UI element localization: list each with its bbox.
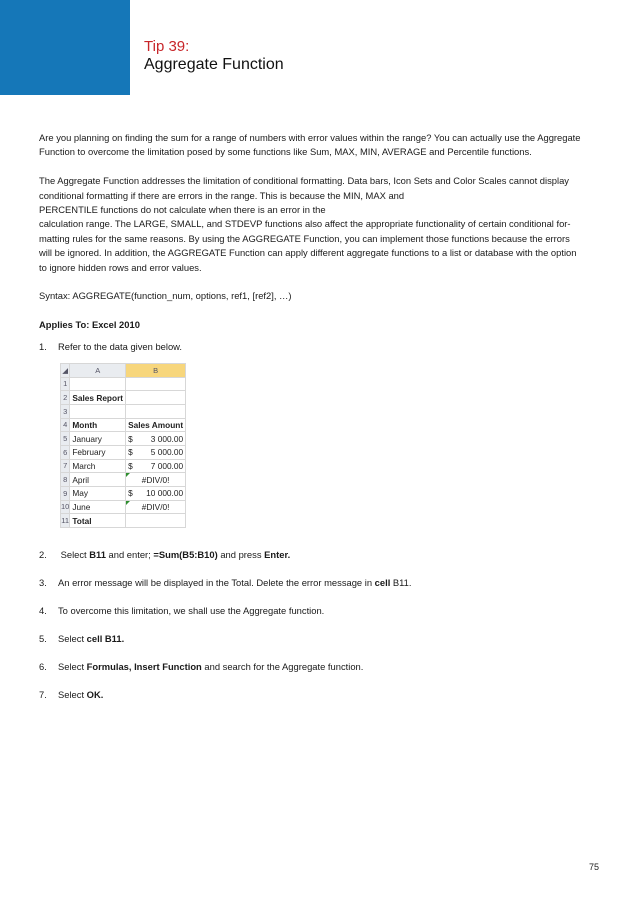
currency-symbol: $ [128, 433, 133, 444]
spreadsheet-row [61, 459, 186, 473]
row-header: 11 [61, 514, 70, 528]
currency-symbol: $ [128, 460, 133, 471]
spreadsheet-row [61, 486, 186, 500]
cell-a [70, 404, 126, 418]
spreadsheet-row [61, 445, 186, 459]
cell-b [126, 404, 186, 418]
step-item [39, 549, 290, 560]
page-number: 75 [588, 862, 599, 872]
cell-a: May [70, 486, 126, 500]
spreadsheet-row [61, 514, 186, 528]
cell-a [70, 377, 126, 391]
para-line: matting rules for the same reasons. By using the AGGREGATE Function, you can implement those functions because the errors [39, 232, 570, 244]
step-text: cell [374, 577, 391, 588]
step-text: Refer to the data given below. [58, 341, 183, 352]
row-header: 10 [61, 500, 70, 514]
step-number: 7. [39, 689, 47, 700]
cell-a: April [70, 473, 126, 487]
step-number: 1. [39, 341, 47, 352]
step-item [39, 341, 182, 352]
currency-symbol: $ [128, 447, 133, 458]
row-header: 7 [61, 459, 70, 473]
para-line: to ignore hidden rows and error values. [39, 261, 202, 273]
step-text: =Sum(B5:B10) [153, 549, 218, 560]
amount-value: 10 000.00 [146, 488, 184, 499]
error-value: #DIV/0! [141, 474, 170, 485]
amount-value: 5 000.00 [150, 447, 184, 458]
spreadsheet-row [61, 377, 186, 391]
cell-a: Total [70, 514, 126, 528]
step-text: and enter; [105, 549, 154, 560]
intro-paragraph: Are you planning on finding the sum for a range of numbers with error values within the range? You can actually use the Aggregate Function to overcome the limitation posed by some functions like Sum, MAX, MIN, AVERAGE and Percentile functions. [39, 132, 581, 158]
cell-a: Month [70, 418, 126, 432]
row-header: 2 [61, 391, 70, 405]
cell-a: June [70, 500, 126, 514]
select-all-corner: ◢ [61, 364, 70, 378]
step-text: B11. [390, 577, 412, 588]
step-text: and search for the Aggregate function. [201, 661, 364, 672]
step-item [39, 661, 363, 672]
step-number: 6. [39, 661, 47, 672]
spreadsheet-row [61, 432, 186, 446]
error-value: #DIV/0! [141, 501, 170, 512]
step-text: Enter. [264, 549, 291, 560]
amount-value: 3 000.00 [150, 433, 184, 444]
step-text: Formulas, Insert Function [86, 661, 202, 672]
cell-b [126, 500, 186, 514]
spreadsheet-row [61, 473, 186, 487]
step-text: Select [58, 633, 87, 644]
step-item [39, 577, 412, 588]
step-text: Select [58, 661, 87, 672]
step-item [39, 633, 124, 644]
tip-number: Tip 39: [144, 38, 190, 55]
step-text: OK. [86, 689, 104, 700]
cell-b: Sales Amount [126, 418, 186, 432]
para-line: PERCENTILE functions do not calculate when there is an error in the [39, 204, 326, 216]
step-text: Select [58, 549, 90, 560]
cell-b [126, 514, 186, 528]
cell-b [126, 432, 186, 446]
step-number: 2. [39, 549, 47, 560]
para-line: conditional formatting if there are errors in the range. This is because the MIN, MAX and [39, 189, 405, 201]
cell-b [126, 486, 186, 500]
currency-symbol: $ [128, 488, 133, 499]
step-number: 4. [39, 605, 47, 616]
cell-b [126, 377, 186, 391]
spreadsheet-row [61, 500, 186, 514]
step-text: and press [217, 549, 265, 560]
row-header: 3 [61, 404, 70, 418]
step-number: 3. [39, 577, 47, 588]
row-header: 4 [61, 418, 70, 432]
cell-b [126, 445, 186, 459]
step-number: 5. [39, 633, 47, 644]
cell-a: February [70, 445, 126, 459]
cell-a: Sales Report [70, 391, 126, 405]
row-header: 8 [61, 473, 70, 487]
step-text: To overcome this limitation, we shall use the Aggregate function. [58, 605, 325, 616]
step-item [39, 605, 324, 616]
step-text: An error message will be displayed in the Total. Delete the error message in [58, 577, 375, 588]
amount-value: 7 000.00 [150, 460, 184, 471]
row-header: 1 [61, 377, 70, 391]
spreadsheet-row [61, 404, 186, 418]
sales-report-spreadsheet [60, 363, 186, 528]
row-header: 6 [61, 445, 70, 459]
para-line: calculation range. The LARGE, SMALL, and STDEVP functions also affect the appropriate functionality of certain conditional for- [39, 218, 571, 230]
spreadsheet-row [61, 418, 186, 432]
row-header: 5 [61, 432, 70, 446]
cell-a: March [70, 459, 126, 473]
column-header-row [61, 364, 186, 378]
cell-b [126, 459, 186, 473]
step-text: cell B11. [86, 633, 125, 644]
cell-b [126, 473, 186, 487]
step-text: Select [58, 689, 87, 700]
applies-to: Applies To: Excel 2010 [39, 319, 140, 331]
cell-b [126, 391, 186, 405]
header-color-block [0, 0, 130, 95]
tip-title: Aggregate Function [144, 56, 284, 73]
body-text [39, 131, 604, 333]
column-header-b: B [126, 364, 186, 378]
syntax-line: Syntax: AGGREGATE(function_num, options, ref1, [ref2], …) [39, 290, 292, 302]
column-header-a: A [70, 364, 126, 378]
cell-a: January [70, 432, 126, 446]
step-text: B11 [89, 549, 106, 560]
spreadsheet-row [61, 391, 186, 405]
para-line: will be ignored. In addition, the AGGREGATE Function can apply different aggregate functions to a list or database with the option [39, 247, 577, 259]
row-header: 9 [61, 486, 70, 500]
step-item [39, 689, 103, 700]
para-line: The Aggregate Function addresses the limitation of conditional formatting. Data bars, Icon Sets and Color Scales cannot display [39, 175, 569, 187]
